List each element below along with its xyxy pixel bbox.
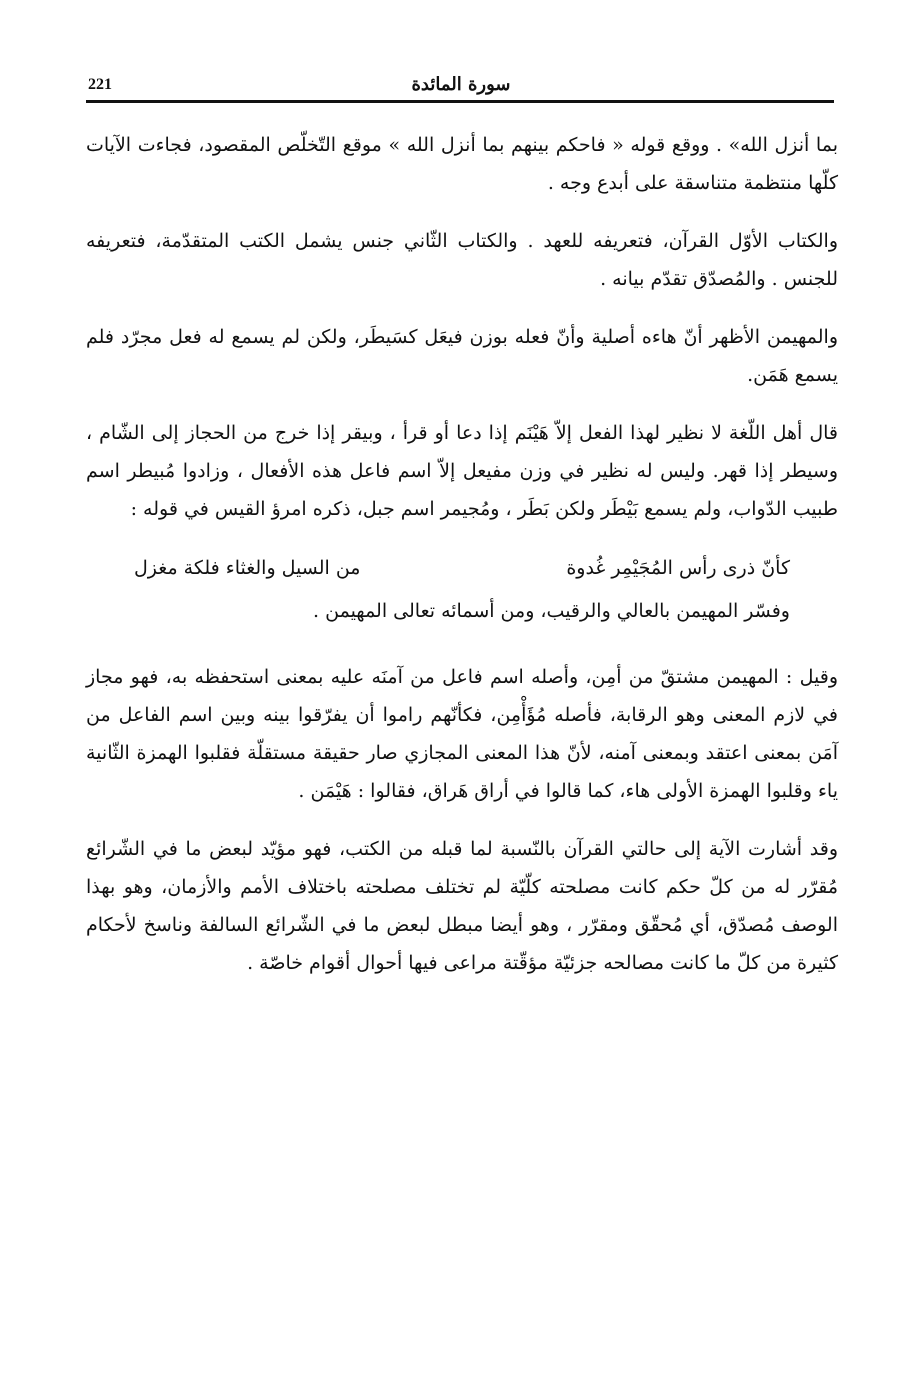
paragraph-2: والكتاب الأوّل القرآن، فتعريفه للعهد . والكتاب الثّاني جنس يشمل الكتب المتقدّمة، فتعريفه للجنس . والمُصدّق تقدّم بيانه .: [86, 230, 838, 290]
verse-hemistich-1: كأنّ ذرى رأس المُجَيْمِر غُدوة: [566, 557, 790, 579]
verse-hemistich-2: من السيل والغثاء فلكة مغزل: [134, 557, 361, 579]
paragraph-4: قال أهل اللّغة لا نظير لهذا الفعل إلاّ هَيْنَم إذا دعا أو قرأ ، وبيقر إذا خرج من الحجاز إلى الشّام ، وسيطر إذا قهر. وليس له نظير في وزن مفيعل إلاّ اسم فاعل هذه الأفعال ، وزادوا مُبيطر اسم طبيب الدّواب، ولم يسمع بَيْطَر ولكن بَطَر ، ومُجيمر اسم جبل، ذكره امرؤ القيس في قوله :: [86, 422, 838, 520]
verse-note: وفسّر المهيمن بالعالي والرقيب، ومن أسمائه تعالى المهيمن .: [313, 600, 790, 622]
paragraph-5: وقيل : المهيمن مشتقّ من أمِن، وأصله اسم فاعل من آمنَه عليه بمعنى استحفظه به، فهو مجاز في لازم المعنى وهو الرقابة، فأصله مُؤَأْمِن، فكأنّهم راموا أن يفرّقوا بينه وبين اسم الفاعل من آمَن بمعنى اعتقد وبمعنى آمنه، لأنّ هذا المعنى المجازي صار حقيقة مستقلّة فقلبوا الهمزة الثّانية ياء وقلبوا الهمزة الأولى هاء، كما قالوا في أراق هَراق، فقالوا : هَيْمَن .: [86, 666, 838, 802]
body-text: [86, 126, 838, 1002]
poetry-verse: [86, 548, 838, 588]
header-rule: [86, 100, 834, 103]
running-title: سورة المائدة: [411, 74, 511, 95]
paragraph-1: بما أنزل الله» . ووقع قوله « فاحكم بينهم بما أنزل الله » موقع التّخلّص المقصود، فجاءت الآيات كلّها منتظمة متناسقة على أبدع وجه .: [86, 134, 838, 194]
paragraph-3: والمهيمن الأظهر أنّ هاءه أصلية وأنّ فعله بوزن فيعَل كسَيطَر، ولكن لم يسمع له فعل مجرّد فلم يسمع هَمَن.: [86, 326, 838, 386]
verse-line: [86, 548, 838, 588]
page-number: 221: [88, 76, 112, 93]
paragraph-6: وقد أشارت الآية إلى حالتي القرآن بالنّسبة لما قبله من الكتب، فهو مؤيّد لبعض ما في الشّرائع مُقرّر له من كلّ حكم كانت مصلحته كلّيّة لم تختلف مصلحته باختلاف الأمم والأزمان، وهو بهذا الوصف مُصدّق، أي مُحقّق ومقرّر ، وهو أيضا مبطل لبعض ما في الشّرائع السالفة وناسخ لأحكام كثيرة من كلّ ما كانت مصالحه جزئيّة مؤقّتة مراعى فيها أحوال أقوام خاصّة .: [86, 838, 838, 974]
page-header: [88, 74, 834, 102]
